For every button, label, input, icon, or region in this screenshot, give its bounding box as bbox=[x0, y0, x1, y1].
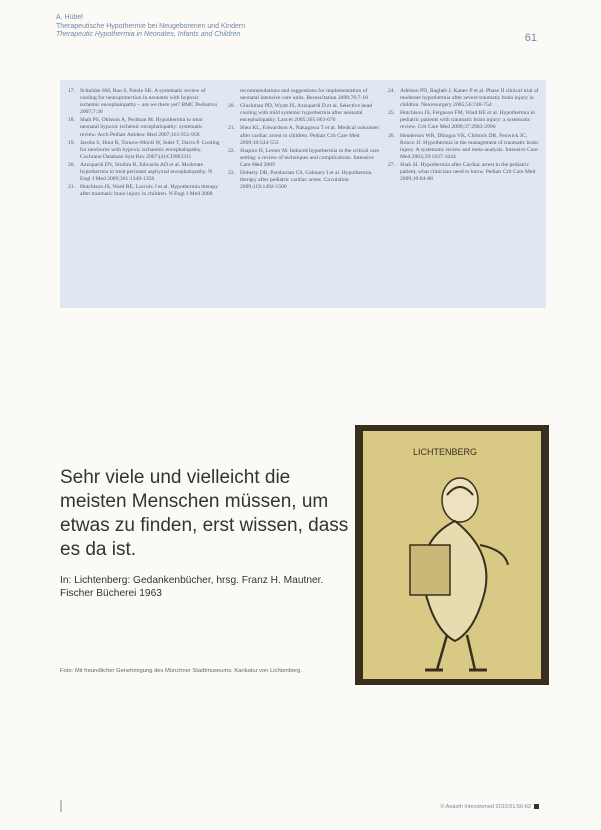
caricature-drawing bbox=[355, 425, 549, 685]
reference-number: 21. bbox=[228, 125, 235, 132]
reference-text: Shea KL, Edwardson A, Nakagawa T et al. Medical outcomes after cardiac arrest in children. Pediatr Crit Care Med 2009;10:544-553 bbox=[240, 125, 379, 146]
reference-text: Azzopardi DV, Strohm B, Edwards AD et al. Moderate hypothermia to treat perinatal asphyxial encephalopathy. N Engl J Med 2009;361:1349-1358 bbox=[80, 161, 213, 183]
article-title-en: Therapeutic Hypothermia in Neonates, Infants and Children bbox=[56, 31, 241, 38]
reference-text: recommendations and suggestions for implementation of neonatal intensive care units. Resuscitation 2008;76:7-10 bbox=[240, 88, 369, 102]
reference-text: Shah SI. Hypothermia after Cardiac arrest in the pediatric patient, what clinicians need to know. Pediatr Crit Care Med 2009;10:84-88 bbox=[400, 161, 536, 183]
reference-text: Hutchison JS, Ferguson FM, Ward RE et al. Hypothermia in pediatric patients with traumatic brain injury: a systematic review. Crit Care Med 2009;37:2983-2990 bbox=[400, 110, 535, 131]
reference-item bbox=[228, 125, 380, 146]
author-line: A. Hübel bbox=[56, 14, 83, 21]
running-header bbox=[56, 14, 536, 40]
reference-number: 17. bbox=[68, 88, 75, 94]
reference-item bbox=[228, 103, 380, 124]
footer-square-icon bbox=[534, 804, 539, 809]
reference-number: 22. bbox=[228, 147, 235, 154]
reference-item bbox=[228, 88, 380, 102]
reference-item bbox=[388, 133, 540, 161]
reference-column-2 bbox=[228, 88, 380, 302]
quote-text: Sehr viele und vielleicht die meisten Menschen müssen, um etwas zu finden, erst wissen, dass es da ist. bbox=[60, 467, 349, 560]
reference-item bbox=[388, 110, 540, 131]
reference-text: Hutchison JS, Ward RE, Lacroix J et al. Hypothermia therapy after traumatic brain injury in children. N Engl J Med 2008 bbox=[80, 184, 219, 198]
article-title-de: Therapeutische Hypothermie bei Neugeborenen und Kindern bbox=[56, 22, 246, 30]
quote-source: In: Lichtenberg: Gedankenbücher, hrsg. Franz H. Mautner. Fischer Bücherei 1963 bbox=[60, 575, 324, 599]
reference-number: 23. bbox=[228, 170, 235, 177]
reference-column-3 bbox=[388, 88, 540, 302]
reference-item bbox=[388, 88, 540, 109]
reference-item bbox=[68, 162, 220, 183]
reference-item bbox=[228, 170, 380, 191]
reference-item bbox=[228, 148, 380, 169]
reference-item bbox=[68, 184, 220, 198]
reference-number: 25. bbox=[388, 110, 395, 117]
image-caption: Foto: Mit freundlicher Genehmigung des Münchner Stadtmuseums. Karikatur von Lichtenberg. bbox=[60, 668, 302, 674]
portrait-label: LICHTENBERG bbox=[413, 447, 478, 457]
reference-number: 26. bbox=[388, 132, 395, 139]
reference-box bbox=[60, 80, 546, 308]
page-number: 61 bbox=[524, 32, 537, 44]
reference-text: Gluckman PD, Wyatt JS, Azzopardi D et al. Selective head cooling with mild systemic hypothermia after neonatal encephalopathy. Lancet 2005;365:663-670 bbox=[240, 103, 372, 124]
lichtenberg-caricature-image bbox=[355, 425, 549, 685]
reference-item bbox=[68, 117, 220, 138]
footer-rule bbox=[60, 800, 62, 812]
reference-number: 20. bbox=[228, 103, 235, 110]
reference-text: Shah PS, Ohlsson A, Perlman M. Hypothermia to treat neonatal hypoxic ischemic encephalopathy: systematic review. Arch Pediatr Adolesc Med 2007;161:951-958 bbox=[80, 117, 203, 138]
reference-number: 19. bbox=[68, 139, 75, 146]
reference-number: 18. bbox=[68, 117, 75, 124]
reference-item bbox=[68, 88, 220, 116]
reference-number: 24. bbox=[388, 88, 395, 94]
reference-text: Shapiro H, Lerner M. Induced hypothermia in the critical care setting: a review of techniques and complications. Intensive Care Med 2009 bbox=[240, 147, 380, 168]
reference-number: 27. bbox=[388, 161, 395, 168]
reference-column-1 bbox=[68, 88, 220, 302]
reference-text: Jacobs S, Hunt R, Tarnow-Mordi W, Inder T, Davis P. Cooling for newborns with hypoxic ischaemic encephalopathy. Cochrane Database Syst Rev 2007;(4):CD003311 bbox=[80, 139, 220, 160]
reference-item bbox=[68, 140, 220, 161]
reference-text: Doherty DR, Parshuram CS, Gaboury I et al. Hypothermia therapy after pediatric cardiac arrest. Circulation 2009;119:1492-1500 bbox=[240, 170, 372, 191]
footer-citation-text: © Anästh Intensivmed 2010;51:56-62 bbox=[440, 804, 531, 810]
reference-item bbox=[388, 162, 540, 183]
reference-text: Schulzke SM, Rao S, Patole SK. A systematic review of cooling for neuroprotection in neonates with hypoxic ischemic encephalopathy – are we there yet? BMC Pediatrics 2007;7:30 bbox=[80, 88, 218, 116]
reference-number: 21. bbox=[68, 184, 75, 191]
reference-text: Henderson WR, Dhingra VK, Chittock DR, Fenwick JC, Ronco JJ. Hypothermia in the management of traumatic brain injury. A systematic review and meta-analysis. Intensive Care Med 2003;29:1637-1644 bbox=[400, 132, 539, 160]
footer-citation bbox=[440, 804, 539, 810]
reference-text: Adelson PD, Ragheb J, Kanev P et al. Phase II clinical trial of moderate hypothermia after severe traumatic brain injury in children. Neurosurgery 2005;56:740-754 bbox=[400, 88, 539, 109]
reference-number: 20. bbox=[68, 161, 75, 168]
reference-number bbox=[228, 88, 240, 102]
